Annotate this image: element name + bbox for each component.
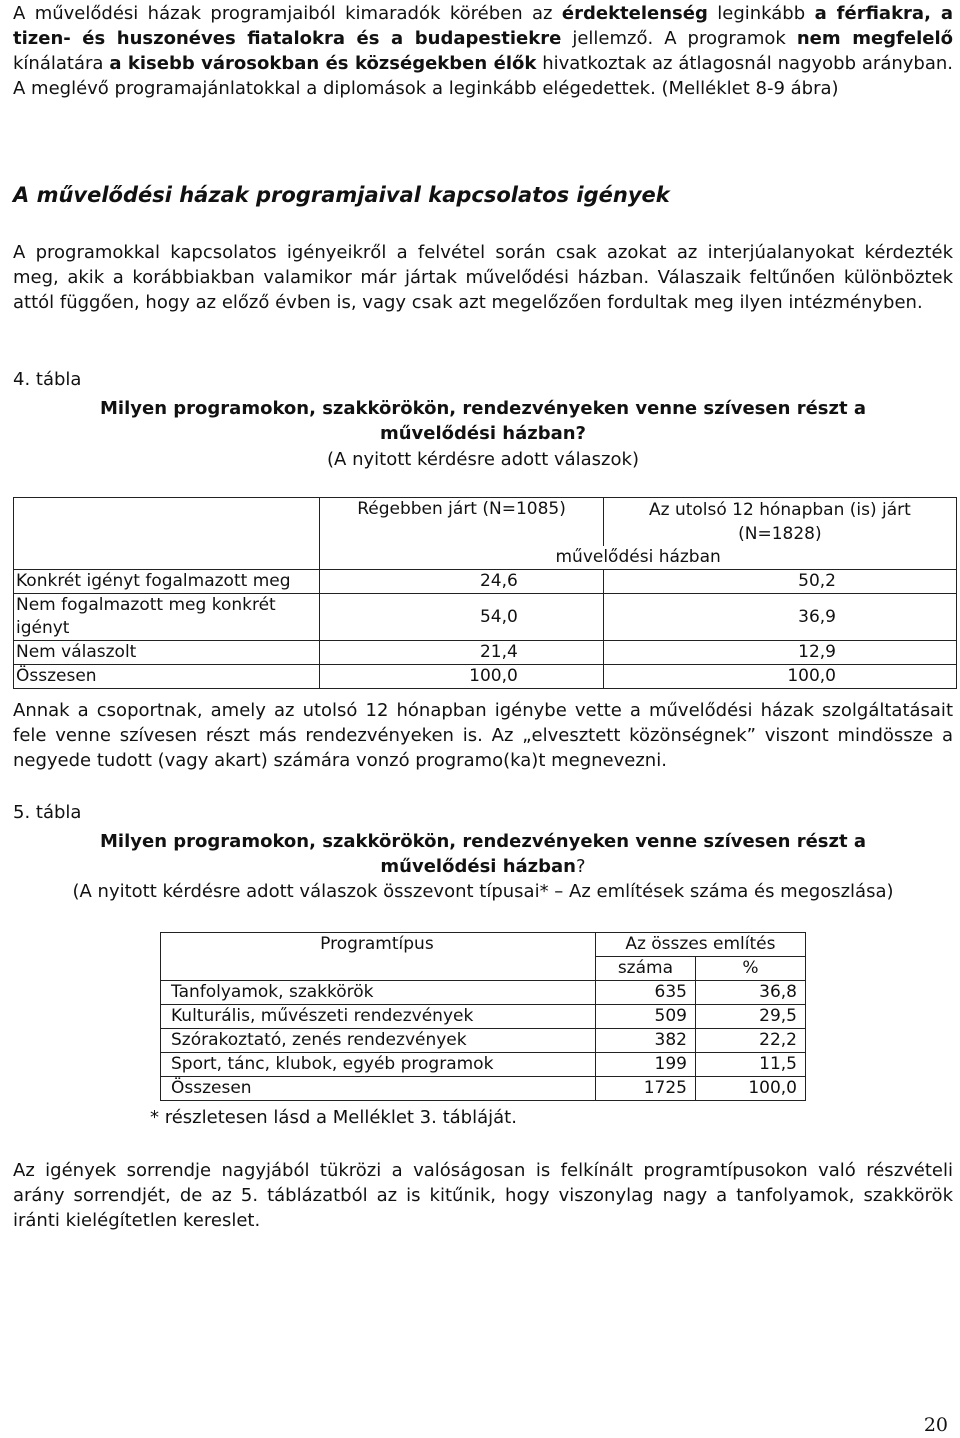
table5-cell-count: 382 — [595, 1029, 695, 1053]
intro-bold-1: érdektelenség — [561, 3, 708, 24]
table-row — [14, 665, 957, 689]
table5-header-count: száma — [595, 957, 695, 981]
intro-text-5: hivatkoztak az átlagosnál nagyobb arányban. A meglévő programajánlatokkal a diplomások a leginkább elégedettek. (Melléklet 8-9 ábra) — [13, 53, 953, 99]
table5-cell-pct: 100,0 — [696, 1077, 806, 1101]
body-paragraph-2: Annak a csoportnak, amely az utolsó 12 hónapban igénybe vette a művelődési házak szolgáltatásait fele venne szívesen részt más rendezvényeken is. Az „elvesztett közönségnek” viszont mindössze a negyede tudott (vagy akart) számára vonzó programo(ka)t megnevezni. — [13, 700, 953, 771]
table5 — [160, 932, 806, 1101]
table4-col2-header-line2: (N=1828) — [738, 524, 822, 544]
table5-subtitle: (A nyitott kérdésre adott válaszok összevont típusai* – Az említések száma és megoszlása) — [72, 881, 894, 902]
table5-header-row — [161, 933, 806, 957]
intro-text-1: A művelődési házak programjaiból kimaradók körében az — [13, 3, 562, 24]
intro-text-4: kínálatára — [13, 53, 110, 74]
table4-cell: 54,0 — [320, 594, 604, 641]
table4 — [13, 497, 957, 689]
table-row — [14, 641, 957, 665]
table4-cell: 100,0 — [603, 665, 956, 689]
table4-cell: 24,6 — [320, 570, 604, 594]
table5-row-label: Szórakoztató, zenés rendezvények — [161, 1029, 596, 1053]
table5-title-line2-wrap — [13, 854, 953, 879]
table5-title-line1: Milyen programokon, szakkörökön, rendezvényeken venne szívesen részt a — [100, 831, 866, 852]
table5-cell-pct: 29,5 — [696, 1005, 806, 1029]
table4-empty-cell — [14, 498, 320, 570]
table-row — [14, 594, 957, 641]
table5-row-label: Sport, tánc, klubok, egyéb programok — [161, 1053, 596, 1077]
table5-header-all: Az összes említés — [595, 933, 805, 957]
table4-row-label: Nem válaszolt — [14, 641, 320, 665]
table5-title-question-mark: ? — [576, 856, 586, 877]
table5-cell-count: 199 — [595, 1053, 695, 1077]
section-heading: A művelődési házak programjaival kapcsolatos igények — [13, 183, 670, 207]
table-row — [161, 1029, 806, 1053]
table-row — [161, 1053, 806, 1077]
table5-title — [13, 829, 953, 879]
table5-footnote: * részletesen lásd a Melléklet 3. tábláját. — [150, 1107, 517, 1128]
intro-bold-4: a kisebb városokban és községekben élők — [109, 53, 537, 74]
table4-col2-header-line1: Az utolsó 12 hónapban (is) járt — [648, 500, 911, 520]
table4-row-label: Összesen — [14, 665, 320, 689]
table4-row-label: Konkrét igényt fogalmazott meg — [14, 570, 320, 594]
intro-text-3: jellemző. A programok — [561, 28, 797, 49]
table4-span-header: művelődési házban — [320, 546, 957, 570]
table4-title-line2: művelődési házban? — [379, 423, 586, 444]
table4-header-row — [14, 498, 957, 547]
table5-cell-pct: 36,8 — [696, 981, 806, 1005]
body-paragraph-3: Az igények sorrendje nagyjából tükrözi a valóságosan is felkínált programtípusokon való részvételi arány sorrendjét, de az 5. táblázatból az is kitűnik, hogy viszonylag nagy a tanfolyamok, szakkörök iránti kielégítetlen kereslet. — [13, 1160, 953, 1231]
intro-bold-3: nem megfelelő — [796, 28, 954, 49]
intro-text-2: leginkább — [707, 3, 815, 24]
intro-bold-2: a férfiakra, a tizen- és huszonéves fiatalokra és a budapestiekre — [13, 3, 954, 49]
table-row — [161, 1005, 806, 1029]
table4-title-line1: Milyen programokon, szakkörökön, rendezvényeken venne szívesen részt a — [100, 398, 866, 419]
table5-label: 5. tábla — [13, 802, 82, 823]
table5-cell-count: 635 — [595, 981, 695, 1005]
table5-title-line2: művelődési házban — [380, 856, 576, 877]
table4-cell: 100,0 — [320, 665, 604, 689]
table5-row-label: Kulturális, művészeti rendezvények — [161, 1005, 596, 1029]
body-paragraph-1: A programokkal kapcsolatos igényeikről a felvétel során csak azokat az interjúalanyokat kérdezték meg, akik a korábbiakban valamikor már jártak művelődési házban. Válaszaik feltűnően különböztek attól függően, hogy az előző évben is, vagy csak azt megelőzően fordultak meg ilyen intézményben. — [13, 242, 953, 313]
table4-col2-header — [603, 498, 956, 547]
table5-cell-count: 1725 — [595, 1077, 695, 1101]
table-row — [161, 1077, 806, 1101]
table5-row-label: Összesen — [161, 1077, 596, 1101]
table4-subtitle: (A nyitott kérdésre adott válaszok) — [327, 449, 639, 470]
table4-label: 4. tábla — [13, 369, 82, 390]
table4-cell: 12,9 — [603, 641, 956, 665]
table5-cell-pct: 11,5 — [696, 1053, 806, 1077]
intro-paragraph — [13, 1, 953, 101]
table-row — [161, 981, 806, 1005]
page-number: 20 — [923, 1414, 948, 1436]
table5-cell-pct: 22,2 — [696, 1029, 806, 1053]
table5-cell-count: 509 — [595, 1005, 695, 1029]
table5-header-pct: % — [696, 957, 806, 981]
table5-header-type: Programtípus — [161, 933, 596, 981]
table5-row-label: Tanfolyamok, szakkörök — [161, 981, 596, 1005]
table-row — [14, 570, 957, 594]
table4-cell: 36,9 — [603, 594, 956, 641]
table4-row-label: Nem fogalmazott meg konkrét igényt — [14, 594, 320, 641]
table4-title — [13, 396, 953, 446]
table4-cell: 21,4 — [320, 641, 604, 665]
table4-cell: 50,2 — [603, 570, 956, 594]
table4-col1-header: Régebben járt (N=1085) — [320, 498, 604, 547]
